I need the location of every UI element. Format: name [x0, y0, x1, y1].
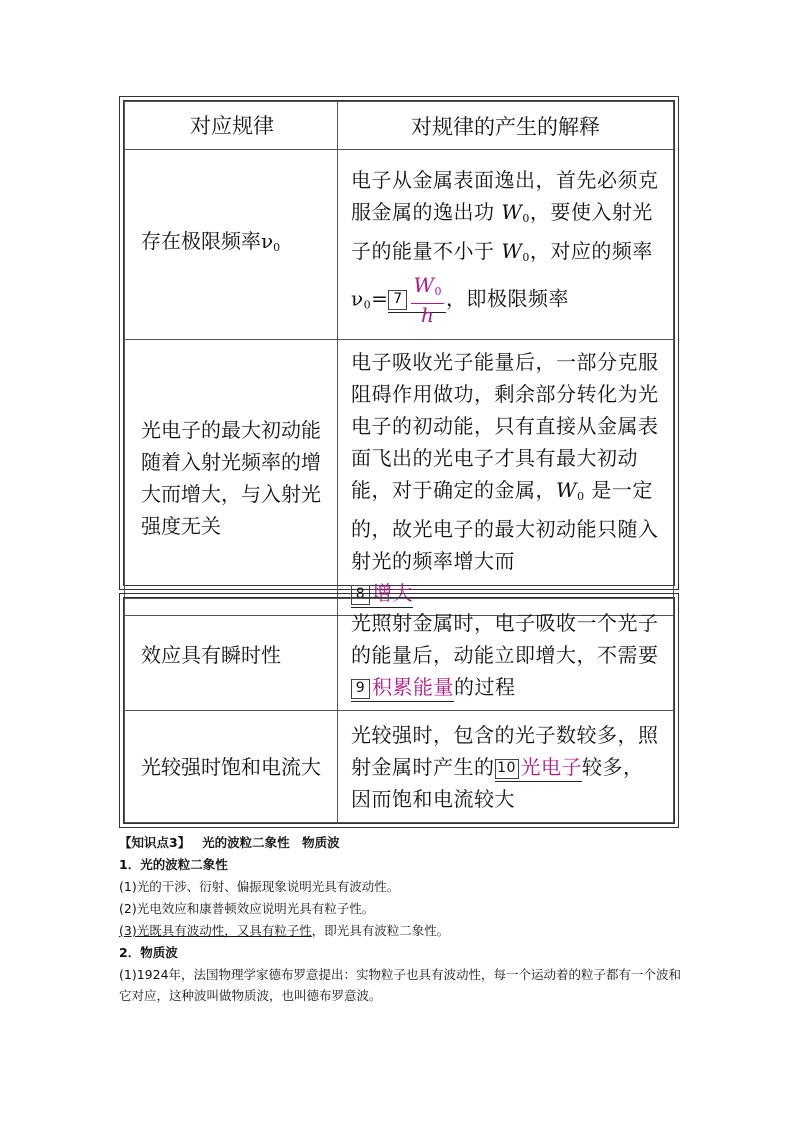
law-text: 存在极限频率ν: [141, 229, 274, 253]
explanation-cell: [338, 599, 674, 711]
nu-subscript: 0: [363, 298, 372, 311]
table-row: [125, 150, 674, 340]
header-law: 对应规律: [125, 102, 338, 150]
table1-inner: [123, 100, 675, 605]
note-line: (1)光的干涉、衍射、偏振现象说明光具有波动性。: [119, 879, 400, 894]
underlined-text: (3)光既具有波动性，又具有粒子性: [119, 923, 312, 938]
section-heading: 1．光的波粒二象性: [119, 857, 228, 872]
answer-blank-9: [351, 675, 454, 702]
kp-label: 【知识点3】: [119, 835, 191, 850]
number-box: 8: [351, 585, 370, 605]
exp-text: ，要使入射光子的能量不小于: [351, 199, 653, 263]
table-row: [125, 599, 674, 711]
note-line: (3)光既具有波动性，又具有粒子性，即光具有波粒二象性。: [119, 923, 450, 938]
table-row: [125, 340, 674, 616]
exp-text: 光较强时，包含的光子数较多，照射金属时产生的: [351, 722, 659, 779]
number-box: 7: [388, 290, 407, 310]
knowledge-notes: [119, 832, 689, 1006]
table1-frame: [119, 96, 679, 605]
law-cell: 光电子的最大初动能随着入射光频率的增大而增大，与入射光强度无关: [125, 340, 338, 616]
header-explanation: 对规律的产生的解释: [338, 102, 674, 150]
answer-text: 光电子: [520, 754, 582, 779]
exp-text: ，即极限频率: [446, 286, 569, 310]
number-box: 10: [495, 759, 519, 779]
table2-inner: [123, 597, 675, 824]
law-cell: 光较强时饱和电流大: [125, 711, 338, 823]
exp-text: 光照射金属时，电子吸收一个光子的能量后，动能立即增大，不需要: [351, 610, 659, 667]
answer-blank-10: [495, 755, 583, 782]
knowledge-point-heading: [119, 832, 689, 854]
law-cell: [125, 150, 338, 340]
table-header-row: [125, 102, 674, 150]
explanation-cell: [338, 340, 674, 616]
kp-title: 光的波粒二象性 物质波: [202, 835, 340, 850]
table1: [124, 101, 674, 616]
fraction-w0-over-h: $\frac{W_0}{h}$: [413, 272, 442, 327]
law-cell: 效应具有瞬时性: [125, 599, 338, 711]
w0-symbol: $W_0$: [501, 199, 530, 225]
exp-text: 电子吸收光子能量后，一部分克服阻碍作用做功，剩余部分转化为光电子的初动能，只有直接从金属表面飞出的光电子才具有最大初动能，对于确定的金属，: [351, 350, 659, 502]
number-box: 9: [351, 679, 370, 699]
answer-text: 积累能量: [372, 674, 454, 699]
note-line: (2)光电效应和康普顿效应说明光具有粒子性。: [119, 901, 375, 916]
explanation-cell: [338, 711, 674, 823]
table2-frame: [119, 593, 679, 828]
w0-symbol: $W_0$: [501, 238, 530, 264]
table2: [124, 598, 674, 823]
exp-text: 的过程: [454, 674, 516, 699]
section-heading: 2．物质波: [119, 945, 178, 960]
answer-text: 增大: [372, 581, 413, 605]
exp-text: 较多，因而饱和电流较大: [351, 754, 644, 811]
note-paragraph: (1)1924年，法国物理学家德布罗意提出：实物粒子也具有波动性，每一个运动着的粒子都有一个波和它对应，这种波叫做物质波，也叫德布罗意波。: [119, 967, 682, 1003]
explanation-cell: [338, 150, 674, 340]
law-subscript: 0: [273, 241, 281, 254]
equals: =: [371, 286, 389, 310]
w0-symbol: $W_0$: [556, 478, 585, 503]
table-row: [125, 711, 674, 823]
exp-text: ，对应的频率ν: [351, 238, 653, 310]
exp-text: 是一定的，故光电子的最大初动能只随入射光的频率增大而: [351, 478, 659, 573]
answer-blank-7: [388, 272, 446, 327]
exp-text: 电子从金属表面逸出，首先必须克服金属的逸出功: [351, 167, 659, 224]
